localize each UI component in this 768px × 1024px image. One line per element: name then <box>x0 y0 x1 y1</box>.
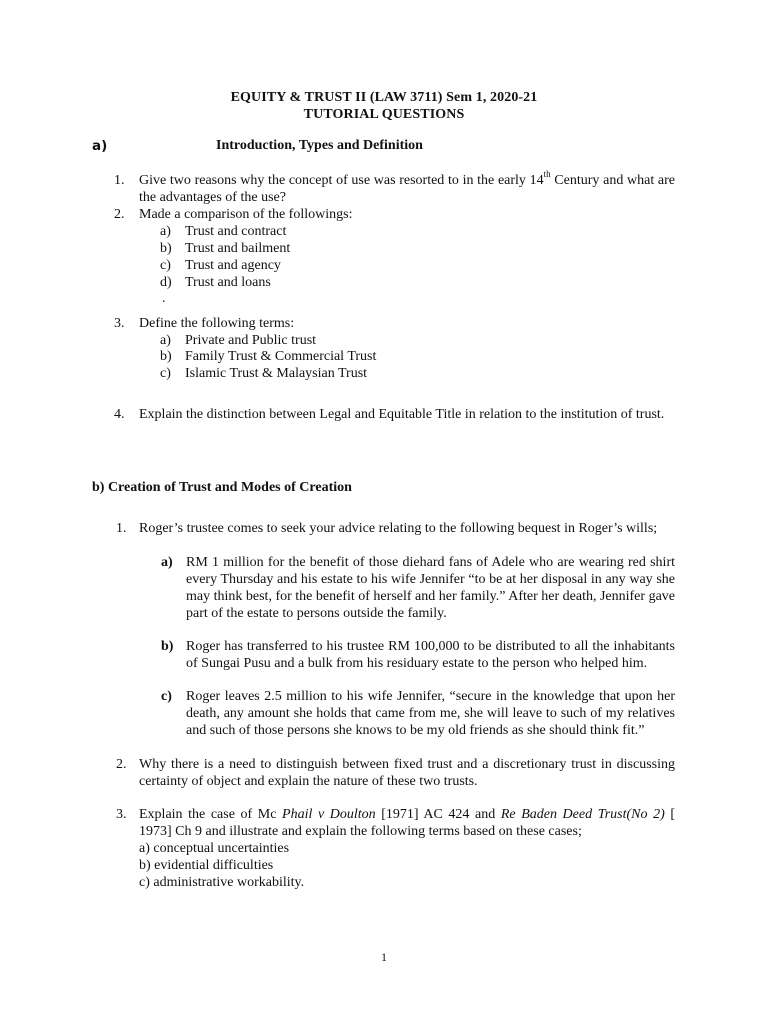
question-text: Explain the case of Mc Phail v Doulton [1971] AC 424 and Re Baden Deed Trust(No 2) [ 1973] Ch 9 and illustrate and explain the following terms based on these cases; <box>139 807 676 839</box>
title-line-1: EQUITY & TRUST II (LAW 3711) Sem 1, 2020-21 <box>230 90 538 105</box>
list-item: c) Trust and agency <box>160 258 281 273</box>
question-text: Define the following terms: <box>139 316 295 331</box>
list-item-text: RM 1 million for the benefit of those diehard fans of Adele who are wearing red shirt every Thursday and his estate to his wife Jennifer “to be at her disposal in any way she may think best, for the benefit of herself and her family.” After her death, Jennifer gave part of the estate to persons outside the family. <box>186 555 675 621</box>
document-title <box>0 89 768 123</box>
list-item <box>161 554 675 622</box>
list-item-text: Roger has transferred to his trustee RM 100,000 to be distributed to all the inhabitants of Sungai Pusu and a bulk from his residuary estate to the person who helped him. <box>186 639 675 671</box>
question-number: 1. <box>114 173 125 188</box>
list-item: b) Trust and bailment <box>160 241 291 256</box>
question-text: Give two reasons why the concept of use was resorted to in the early 14th Century and what are the advantages of the use? <box>139 169 675 205</box>
title-line-2: TUTORIAL QUESTIONS <box>303 107 465 122</box>
superscript-th: th <box>543 169 551 180</box>
list-item: a) Private and Public trust <box>160 333 317 348</box>
list-item: c) administrative workability. <box>139 875 305 890</box>
question-number: 4. <box>114 407 125 422</box>
section-a-title: Introduction, Types and Definition <box>216 138 423 153</box>
list-item: b) evidential difficulties <box>139 858 274 873</box>
question-number: 3. <box>114 316 125 331</box>
question-text: Explain the distinction between Legal and Equitable Title in relation to the institution of trust. <box>139 407 665 422</box>
list-item-label: b) <box>161 639 174 654</box>
list-item <box>161 638 675 672</box>
list-item-label: a) <box>161 555 173 570</box>
list-item-label: c) <box>161 689 172 704</box>
list-item: a) conceptual uncertainties <box>139 841 290 856</box>
list-item <box>161 688 675 739</box>
list-item: d) Trust and loans <box>160 275 271 290</box>
list-item: b) Family Trust & Commercial Trust <box>160 349 377 364</box>
list-item: a) Trust and contract <box>160 224 287 239</box>
question-number: 1. <box>116 521 127 536</box>
question-number: 3. <box>116 807 127 822</box>
page-number: 1 <box>381 950 387 964</box>
question-number: 2. <box>114 207 125 222</box>
section-b-title: b) Creation of Trust and Modes of Creation <box>92 480 352 495</box>
case-name: Phail v Doulton <box>282 807 376 822</box>
list-item-text: Roger leaves 2.5 million to his wife Jennifer, “secure in the knowledge that upon her death, any amount she holds that came from me, she will leave to such of my relatives and such of those persons she knows to be my old friends as she should think fit.” <box>186 689 675 738</box>
case-name: Re Baden Deed Trust(No 2) <box>500 807 665 822</box>
question-text: Why there is a need to distinguish between fixed trust and a discretionary trust in discussing certainty of object and explain the nature of these two trusts. <box>139 757 675 789</box>
section-a-letter: a) <box>92 138 108 154</box>
question-text: Made a comparison of the followings: <box>139 207 353 222</box>
stray-dot: . <box>162 291 166 306</box>
question-number: 2. <box>116 757 127 772</box>
question-text: Roger’s trustee comes to seek your advice relating to the following bequest in Roger’s wills; <box>139 521 658 536</box>
list-item: c) Islamic Trust & Malaysian Trust <box>160 366 368 381</box>
